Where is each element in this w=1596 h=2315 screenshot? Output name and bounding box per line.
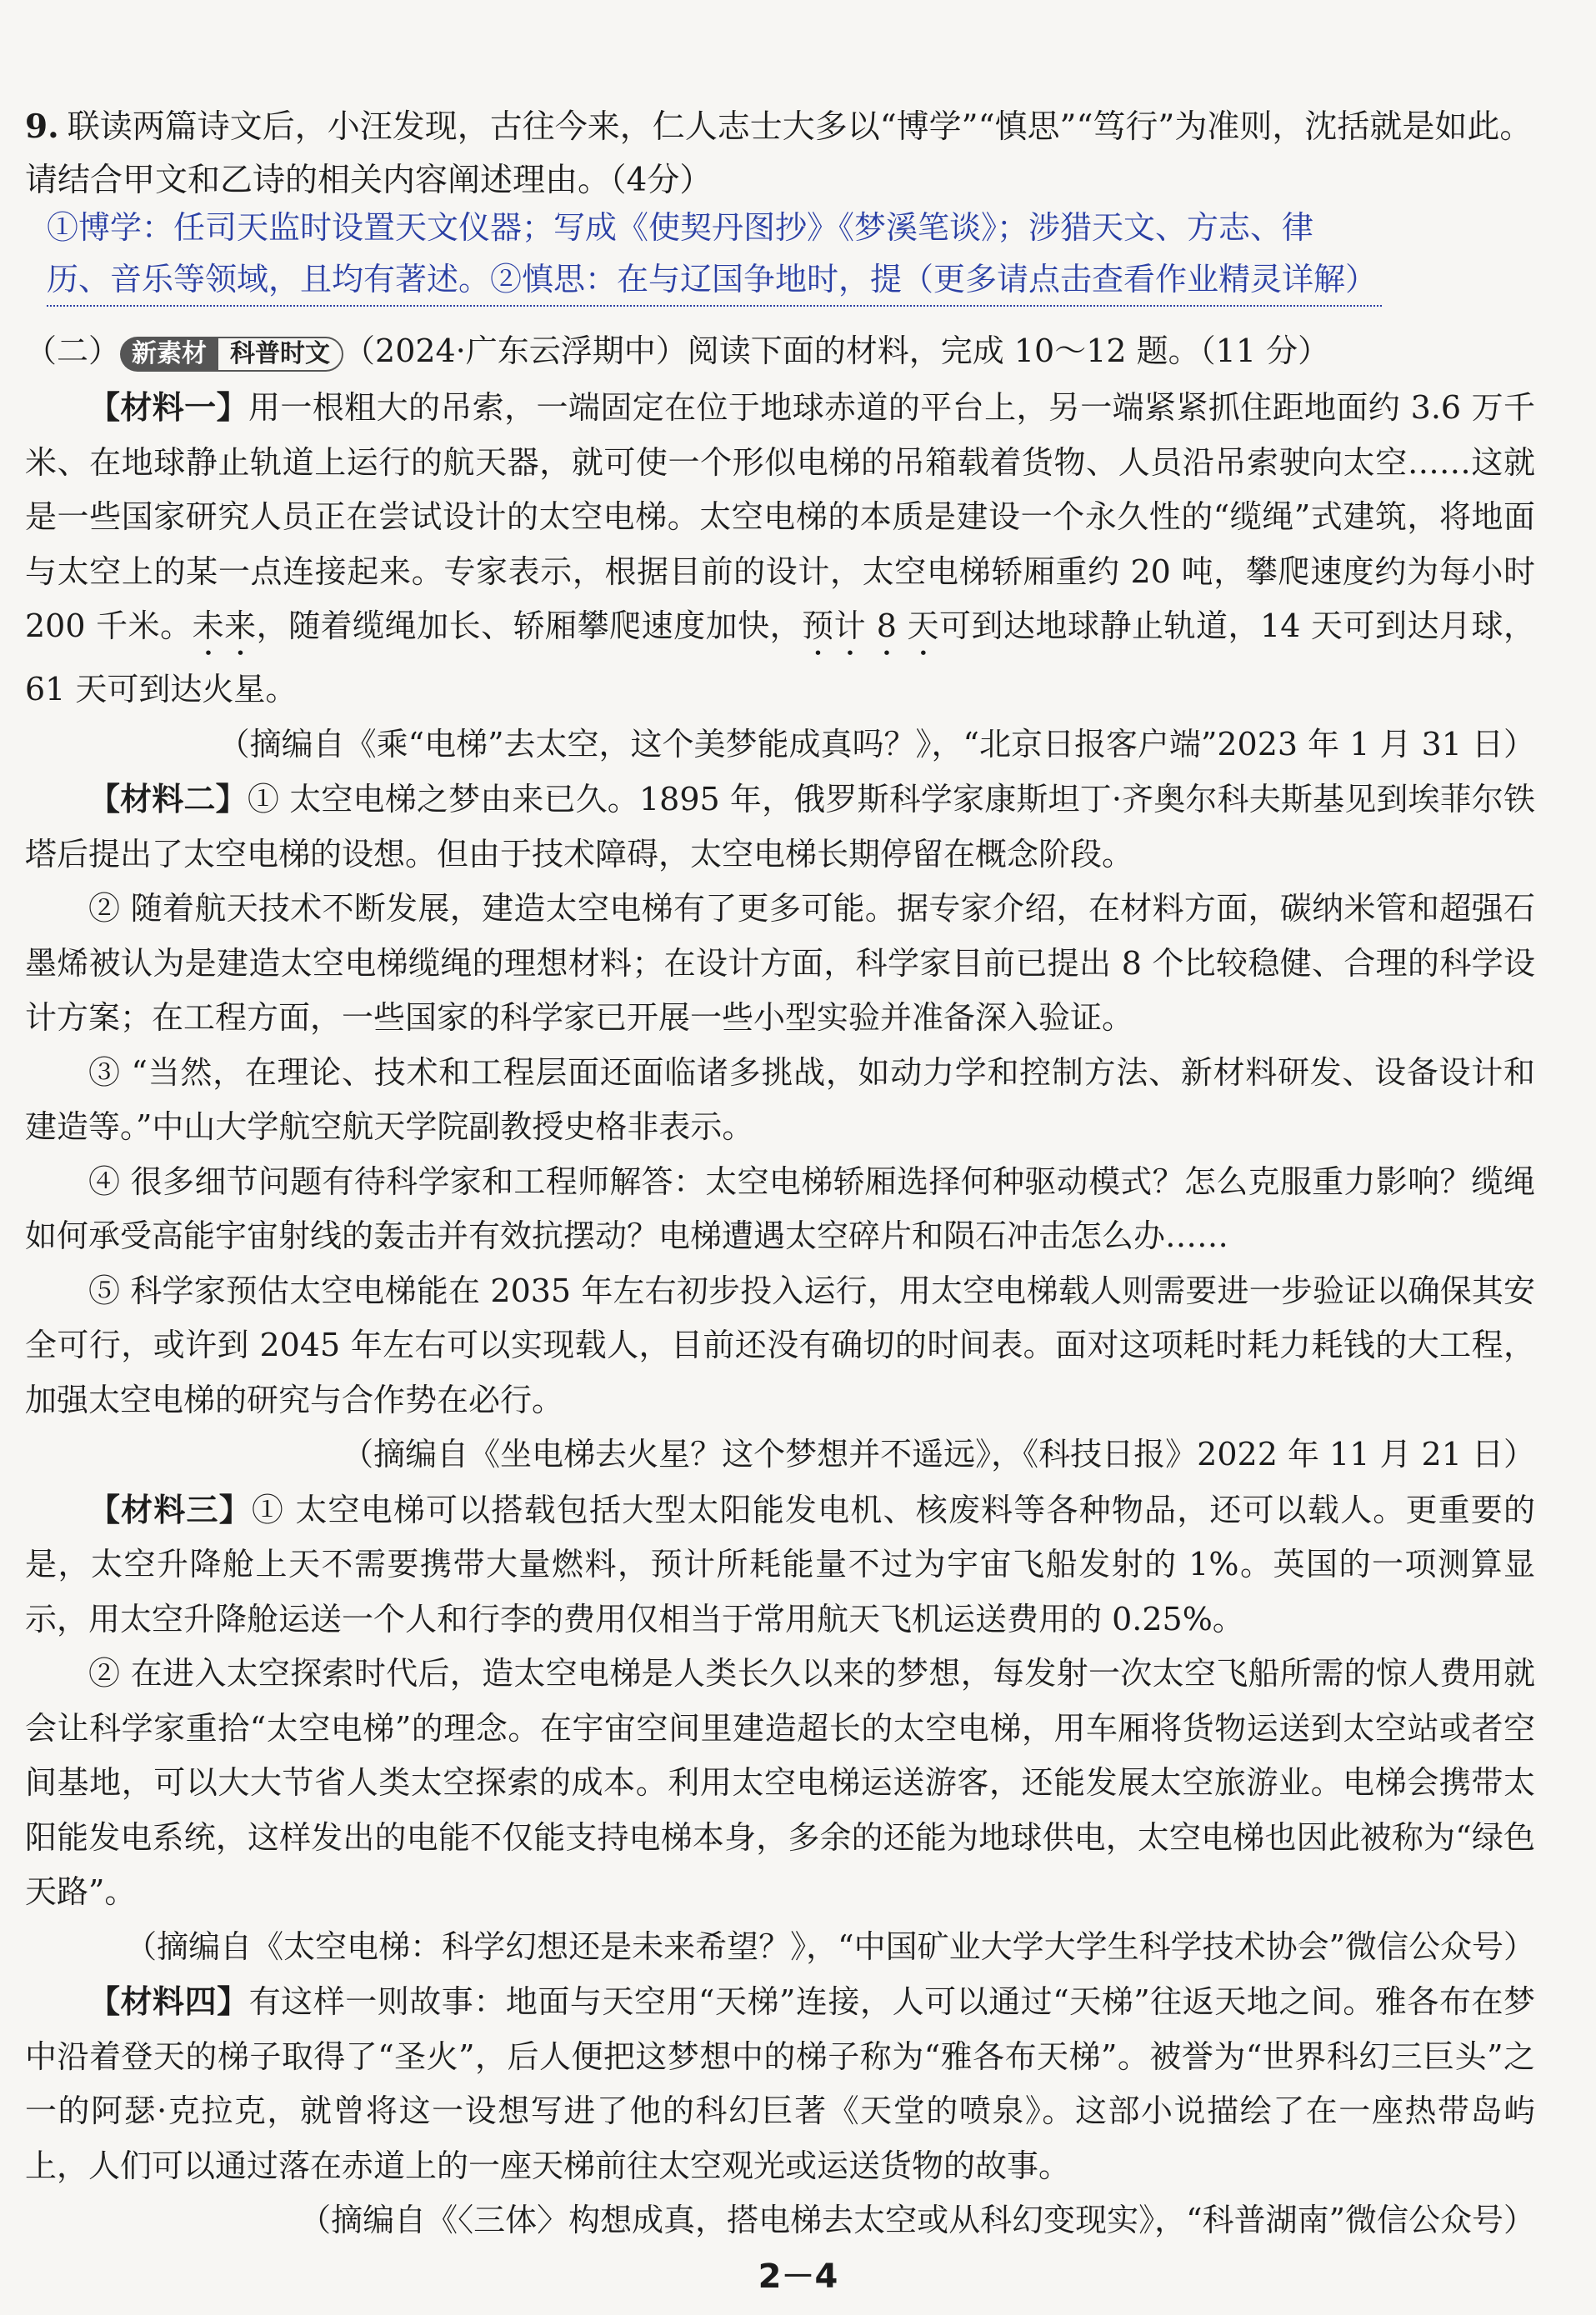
material-4-paragraph	[25, 1974, 1535, 2193]
material-3-source: （摘编自《太空电梯：科学幻想还是未来希望？》，“中国矿业大学大学生科学技术协会”微信公众号）	[125, 1928, 1535, 1965]
material-1-label: 【材料一】	[88, 388, 248, 426]
material-2-paragraph-4: ④ 很多细节问题有待科学家和工程师解答：太空电梯轿厢选择何种驱动模式？怎么克服重力影响？缆绳如何承受高能宇宙射线的轰击并有效抗摆动？电梯遭遇太空碎片和陨石冲击怎么办……	[25, 1162, 1535, 1254]
material-3-text-1: ① 太空电梯可以搭载包括大型太阳能发电机、核废料等各种物品，还可以载人。更重要的是，太空升降舱上天不需要携带大量燃料，预计所耗能量不过为宇宙飞船发射的 1%。英国的一项测算显示，用太空升降舱运送一个人和行李的费用仅相当于常用航天飞机运送费用的 0.25%。	[25, 1491, 1535, 1638]
answer-line-1: ①博学：任司天监时设置天文仪器；写成《使契丹图抄》《梦溪笔谈》；涉猎天文、方志、律	[47, 209, 1314, 246]
material-2-source: （摘编自《坐电梯去火星？这个梦想并不遥远》，《科技日报》2022 年 11 月 21 日）	[342, 1436, 1535, 1472]
page-number: 2－4	[758, 2258, 838, 2296]
material-2-paragraph-1	[25, 772, 1535, 882]
material-2-paragraph-3: ③ “当然，在理论、技术和工程层面还面临诸多挑战，如动力学和控制方法、新材料研发、设备设计和建造等。”中山大学航空航天学院副教授史格非表示。	[25, 1053, 1535, 1145]
material-4-source: （摘编自《〈三体〉构想成真，搭电梯去太空或从科幻变现实》，“科普湖南”微信公众号）	[299, 2202, 1535, 2238]
section-header	[25, 327, 1550, 375]
material-2-paragraph-5: ⑤ 科学家预估太空电梯能在 2035 年左右初步投入运行，用太空电梯载人则需要进一步验证以确保其安全可行，或许到 2045 年左右可以实现载人，目前还没有确切的时间表。面对这项耗时耗力耗钱的大工程，加强太空电梯的研究与合作势在必行。	[25, 1272, 1535, 1418]
material-2-text-1: ① 太空电梯之梦由来已久。1895 年，俄罗斯科学家康斯坦丁·齐奥尔科夫斯基见到埃菲尔铁塔后提出了太空电梯的设想。但由于技术障碍，太空电梯长期停留在概念阶段。	[25, 781, 1535, 872]
material-3-label: 【材料三】	[88, 1490, 252, 1528]
material-3-paragraph-1	[25, 1482, 1535, 1648]
material-1-text-a: 用一根粗大的吊索，一端固定在位于地球赤道的平台上，另一端紧紧抓住距地面约 3.6 万千米、在地球静止轨道上运行的航天器，就可使一个形似电梯的吊箱载着货物、人员沿吊索驶向太空……这就是一些国家研究人员正在尝试设计的太空电梯。太空电梯的本质是建设一个永久性的“缆绳”式建筑，将地面与太空上的某一点连接起来。专家表示，根据目前的设计，太空电梯轿厢重约 20 吨，攀爬速度约为每小时 200 千米。	[25, 389, 1535, 644]
material-2-paragraph-2: ② 随着航天技术不断发展，建造太空电梯有了更多可能。据专家介绍，在材料方面，碳纳米管和超强石墨烯被认为是建造太空电梯缆绳的理想材料；在设计方面，科学家目前已提出 8 个比较稳健、合理的科学设计方案；在工程方面，一些国家的科学家已开展一些小型实验并准备深入验证。	[25, 890, 1535, 1036]
question-9	[25, 100, 1533, 208]
section-instructions: （2024·广东云浮期中）阅读下面的材料，完成 10～12 题。（11 分）	[343, 332, 1330, 369]
new-material-badge: 新素材	[120, 337, 218, 372]
material-2-label: 【材料二】	[88, 780, 248, 818]
question-number: 9.	[25, 108, 59, 146]
material-1-emphasis-b: 预计 8 天	[802, 608, 940, 644]
more-details-link[interactable]: （更多请点击查看作业精灵详解）	[902, 261, 1378, 298]
article-type-badge: 科普时文	[218, 337, 343, 372]
material-1-text-c: 可到达地球静止轨道，14 天可到达月球，61 天可到达火星。	[25, 608, 1535, 708]
answer-line-2-text: 历、音乐等领域，且均有著述。②慎思：在与辽国争地时，提	[47, 261, 903, 298]
material-1-paragraph	[25, 380, 1535, 718]
question-text: 联读两篇诗文后，小汪发现，古往今来，仁人志士大多以“博学”“慎思”“笃行”为准则，沈括就是如此。请结合甲文和乙诗的相关内容阐述理由。（4分）	[25, 108, 1533, 199]
material-3-paragraph-2: ② 在进入太空探索时代后，造太空电梯是人类长久以来的梦想，每发射一次太空飞船所需的惊人费用就会让科学家重拾“太空电梯”的理念。在宇宙空间里建造超长的太空电梯，用车厢将货物运送到太空站或者空间基地，可以大大节省人类太空探索的成本。利用太空电梯运送游客，还能发展太空旅游业。电梯会携带太阳能发电系统，这样发出的电能不仅能支持电梯本身，多余的还能为地球供电，太空电梯也因此被称为“绿色天路”。	[25, 1655, 1535, 1910]
answer-line-2	[47, 253, 1382, 307]
answer-block	[47, 202, 1533, 308]
material-4-text: 有这样一则故事：地面与天空用“天梯”连接，人可以通过“天梯”往返天地之间。雅各布在梦中沿着登天的梯子取得了“圣火”，后人便把这梦想中的梯子称为“雅各布天梯”。被誉为“世界科幻三巨头”之一的阿瑟·克拉克，就曾将这一设想写进了他的科幻巨著《天堂的喷泉》。这部小说描绘了在一座热带岛屿上，人们可以通过落在赤道上的一座天梯前往太空观光或运送货物的故事。	[25, 1983, 1535, 2184]
material-4-label: 【材料四】	[88, 1982, 249, 2020]
reading-materials	[25, 380, 1535, 2248]
material-1-source: （摘编自《乘“电梯”去太空，这个美梦能成真吗？》，“北京日报客户端”2023 年 1 月 31 日）	[218, 725, 1535, 762]
section-prefix: （二）	[25, 332, 121, 369]
material-1-text-b: ，随着缆绳加长、轿厢攀爬速度加快，	[256, 608, 803, 644]
material-1-emphasis-a: 未来	[192, 608, 257, 644]
